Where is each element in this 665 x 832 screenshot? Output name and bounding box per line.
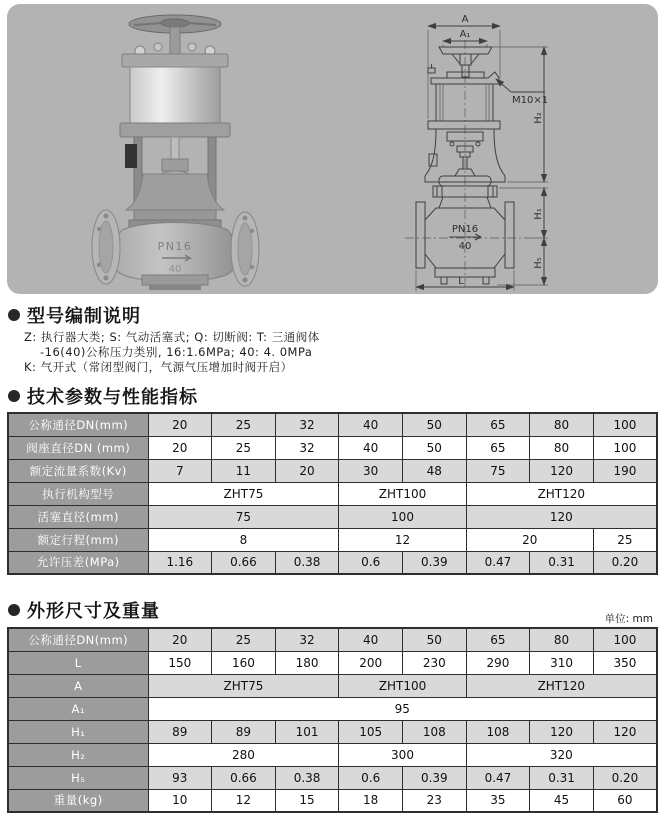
data-cell: 290 — [466, 651, 530, 674]
dim-label-a: A — [461, 14, 469, 25]
row-label-cell: 公称通径DN(mm) — [8, 628, 148, 651]
data-cell: 30 — [339, 459, 403, 482]
row-label-cell: L — [8, 651, 148, 674]
data-cell: 160 — [212, 651, 276, 674]
row-label-cell: 阀座直径DN (mm) — [8, 436, 148, 459]
data-cell: ZHT100 — [339, 674, 466, 697]
dim-label-h1: H₁ — [533, 208, 544, 220]
data-cell: 65 — [466, 628, 530, 651]
data-cell: 0.31 — [530, 551, 594, 574]
table-row — [8, 743, 657, 766]
data-cell: 150 — [148, 651, 212, 674]
section-heading-model-spec — [8, 302, 141, 328]
data-cell: 108 — [403, 720, 467, 743]
section-heading-dimensions — [8, 597, 160, 623]
data-cell: 89 — [212, 720, 276, 743]
table-row — [8, 482, 657, 505]
data-cell: 35 — [466, 789, 530, 812]
table-row — [8, 628, 657, 651]
data-cell: 120 — [530, 720, 594, 743]
data-cell: 108 — [466, 720, 530, 743]
photo-nameplate — [125, 144, 137, 168]
data-cell: ZHT100 — [339, 482, 466, 505]
data-cell: 48 — [403, 459, 467, 482]
dim-label-h2: H₂ — [533, 112, 544, 124]
model-spec-line: K: 气开式（常闭型阀门，气源气压增加时阀开启） — [24, 360, 293, 374]
dimensions-table — [7, 627, 658, 813]
dim-label-a1: A₁ — [459, 29, 471, 40]
data-cell: 80 — [530, 436, 594, 459]
row-label-cell: A — [8, 674, 148, 697]
drawing-body-marking-top: PN16 — [451, 224, 479, 235]
photo-body-marking-2: 40 — [168, 264, 182, 275]
data-cell: 50 — [403, 436, 467, 459]
data-cell: 105 — [339, 720, 403, 743]
data-cell: 25 — [593, 528, 657, 551]
section-title: 型号编制说明 — [27, 306, 141, 327]
photo-cylinder — [130, 67, 220, 125]
table-row — [8, 697, 657, 720]
table-row — [8, 766, 657, 789]
data-cell: 1.16 — [148, 551, 212, 574]
data-cell: 25 — [212, 413, 276, 436]
data-cell: 0.66 — [212, 551, 276, 574]
data-cell: 0.39 — [403, 766, 467, 789]
row-label-cell: 活塞直径(mm) — [8, 505, 148, 528]
data-cell: 350 — [593, 651, 657, 674]
bullet-icon — [8, 390, 20, 402]
data-cell: 0.47 — [466, 766, 530, 789]
table-row — [8, 651, 657, 674]
data-cell: 23 — [403, 789, 467, 812]
table-row — [8, 720, 657, 743]
table-row — [8, 505, 657, 528]
data-cell: ZHT75 — [148, 482, 339, 505]
data-cell: 0.39 — [403, 551, 467, 574]
data-cell: 100 — [593, 436, 657, 459]
row-label-cell: 公称通径DN(mm) — [8, 413, 148, 436]
data-cell: 20 — [275, 459, 339, 482]
table-row — [8, 528, 657, 551]
model-spec-line: Z: 执行器大类; S: 气动活塞式; Q: 切断阀: T: 三通阀体 — [24, 330, 320, 344]
data-cell: 75 — [466, 459, 530, 482]
row-label-cell: A₁ — [8, 697, 148, 720]
row-label-cell: 额定流量系数(Kv) — [8, 459, 148, 482]
valve-photo — [22, 8, 352, 290]
data-cell: 65 — [466, 436, 530, 459]
unit-note: 单位: mm — [604, 613, 653, 625]
data-cell: 320 — [466, 743, 657, 766]
data-cell: 25 — [212, 628, 276, 651]
section-title: 技术参数与性能指标 — [27, 387, 198, 408]
data-cell: 0.20 — [593, 766, 657, 789]
bullet-icon — [8, 604, 20, 616]
data-cell: 120 — [466, 505, 657, 528]
data-cell: 7 — [148, 459, 212, 482]
data-cell: 45 — [530, 789, 594, 812]
data-cell: 20 — [148, 628, 212, 651]
data-cell: 75 — [148, 505, 339, 528]
row-label-cell: 执行机构型号 — [8, 482, 148, 505]
data-cell: 93 — [148, 766, 212, 789]
data-cell: 40 — [339, 436, 403, 459]
data-cell: 100 — [593, 628, 657, 651]
section-heading-tech-params — [8, 383, 198, 409]
dim-label-h5: H₅ — [533, 257, 544, 269]
data-cell: 20 — [148, 413, 212, 436]
data-cell: 80 — [530, 413, 594, 436]
data-cell: 11 — [212, 459, 276, 482]
data-cell: 120 — [593, 720, 657, 743]
data-cell: 0.47 — [466, 551, 530, 574]
data-cell: 310 — [530, 651, 594, 674]
product-image-panel — [7, 4, 658, 294]
data-cell: 25 — [212, 436, 276, 459]
model-spec-description — [24, 330, 320, 375]
data-cell: 300 — [339, 743, 466, 766]
table-row — [8, 674, 657, 697]
data-cell: 12 — [212, 789, 276, 812]
data-cell: 0.20 — [593, 551, 657, 574]
data-cell: 32 — [275, 628, 339, 651]
section-title: 外形尺寸及重量 — [27, 601, 160, 622]
data-cell: 0.6 — [339, 766, 403, 789]
tech-params-table — [7, 412, 658, 575]
table-row — [8, 789, 657, 812]
data-cell: 180 — [275, 651, 339, 674]
data-cell: 0.38 — [275, 551, 339, 574]
data-cell: 280 — [148, 743, 339, 766]
data-cell: ZHT120 — [466, 674, 657, 697]
data-cell: 10 — [148, 789, 212, 812]
row-label-cell: 允许压差(MPa) — [8, 551, 148, 574]
thread-callout-label: M10×1 — [512, 95, 549, 106]
photo-body-marking: PN16 — [157, 240, 193, 253]
valve-drawing — [395, 6, 570, 292]
data-cell: 101 — [275, 720, 339, 743]
row-label-cell: H₂ — [8, 743, 148, 766]
model-spec-line: -16(40)公称压力类别, 16:1.6MPa; 40: 4. 0MPa — [40, 345, 313, 359]
data-cell: 15 — [275, 789, 339, 812]
data-cell: ZHT120 — [466, 482, 657, 505]
data-cell: 18 — [339, 789, 403, 812]
table-row — [8, 436, 657, 459]
data-cell: 32 — [275, 413, 339, 436]
data-cell: 0.38 — [275, 766, 339, 789]
data-cell: 230 — [403, 651, 467, 674]
data-cell: 65 — [466, 413, 530, 436]
data-cell: 12 — [339, 528, 466, 551]
data-cell: 200 — [339, 651, 403, 674]
data-cell: 95 — [148, 697, 657, 720]
data-cell: 40 — [339, 413, 403, 436]
data-cell: 8 — [148, 528, 339, 551]
data-cell: 20 — [466, 528, 593, 551]
data-cell: 50 — [403, 628, 467, 651]
data-cell: 0.6 — [339, 551, 403, 574]
data-cell: 0.31 — [530, 766, 594, 789]
drawing-body-marking-bottom: 40 — [458, 241, 472, 252]
data-cell: 20 — [148, 436, 212, 459]
table-row — [8, 413, 657, 436]
bullet-icon — [8, 309, 20, 321]
dim-label-l: L — [458, 276, 464, 287]
row-label-cell: 重量(kg) — [8, 789, 148, 812]
row-label-cell: H₅ — [8, 766, 148, 789]
data-cell: 60 — [593, 789, 657, 812]
data-cell: 120 — [530, 459, 594, 482]
data-cell: 0.66 — [212, 766, 276, 789]
data-cell: 50 — [403, 413, 467, 436]
data-cell: 190 — [593, 459, 657, 482]
data-cell: 100 — [593, 413, 657, 436]
row-label-cell: H₁ — [8, 720, 148, 743]
data-cell: 100 — [339, 505, 466, 528]
row-label-cell: 额定行程(mm) — [8, 528, 148, 551]
table-row — [8, 459, 657, 482]
table-row — [8, 551, 657, 574]
data-cell: 32 — [275, 436, 339, 459]
data-cell: ZHT75 — [148, 674, 339, 697]
data-cell: 80 — [530, 628, 594, 651]
data-cell: 40 — [339, 628, 403, 651]
data-cell: 89 — [148, 720, 212, 743]
